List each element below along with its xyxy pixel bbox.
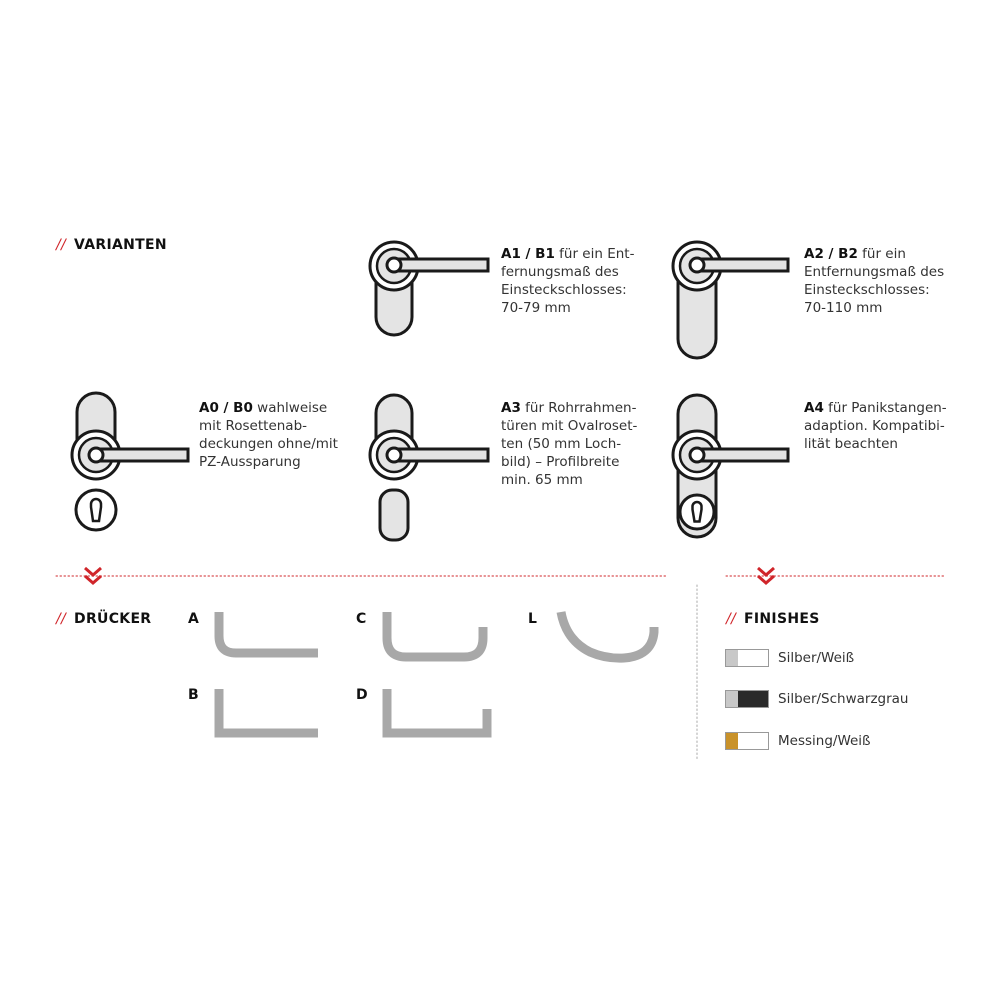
heading-slashes: // <box>56 237 67 253</box>
chevron-down-icon <box>85 568 101 583</box>
variant-text: für Rohrrahmen- türen mit Ovalroset- ten (50 mm Loch- bild) – Profilbreite min. 65 mm <box>501 400 638 488</box>
handle-shape-d <box>387 689 487 733</box>
variant-text: für Panikstangen- adaption. Kompatibi- lität beachten <box>804 400 947 452</box>
handle-letter-b: B <box>188 687 199 703</box>
variant-code: A0 / B0 <box>199 400 253 416</box>
finish-label: Silber/Weiß <box>778 650 855 666</box>
variant-code: A4 <box>804 400 824 416</box>
handle-letter-c: C <box>356 611 367 627</box>
varianten-title: VARIANTEN <box>74 237 167 253</box>
variant-a1b1-illustration <box>370 242 488 335</box>
variant-text: für ein Ent- fernungsmaß des Einsteckschlosses: 70-79 mm <box>501 246 635 316</box>
variant-a0b0-illustration <box>72 393 188 530</box>
chevron-down-icon <box>758 568 774 583</box>
variant-code: A3 <box>501 400 521 416</box>
handle-shape-l <box>561 612 654 658</box>
handle-shape-a <box>219 612 318 653</box>
variant-a2b2-illustration <box>673 242 788 358</box>
heading-slashes: // <box>726 611 737 627</box>
handle-letter-d: D <box>356 687 368 703</box>
druecker-title: DRÜCKER <box>74 611 152 627</box>
finishes-title: FINISHES <box>744 611 820 627</box>
heading-slashes: // <box>56 611 67 627</box>
handle-letter-l: L <box>528 611 537 627</box>
variant-a3-illustration <box>370 395 488 540</box>
handle-shape-c <box>387 612 483 657</box>
variant-text: für ein Entfernungsmaß des Einsteckschlosses: 70-110 mm <box>804 246 945 316</box>
finish-label: Messing/Weiß <box>778 733 871 749</box>
variant-a4-illustration <box>673 395 788 537</box>
finish-label: Silber/Schwarzgrau <box>778 691 909 707</box>
handle-shape-b <box>219 689 318 733</box>
variant-code: A1 / B1 <box>501 246 555 262</box>
handle-letter-a: A <box>188 611 199 627</box>
variant-code: A2 / B2 <box>804 246 858 262</box>
variant-text: wahlweise mit Rosettenab- deckungen ohne/mit PZ-Aussparung <box>199 400 338 470</box>
